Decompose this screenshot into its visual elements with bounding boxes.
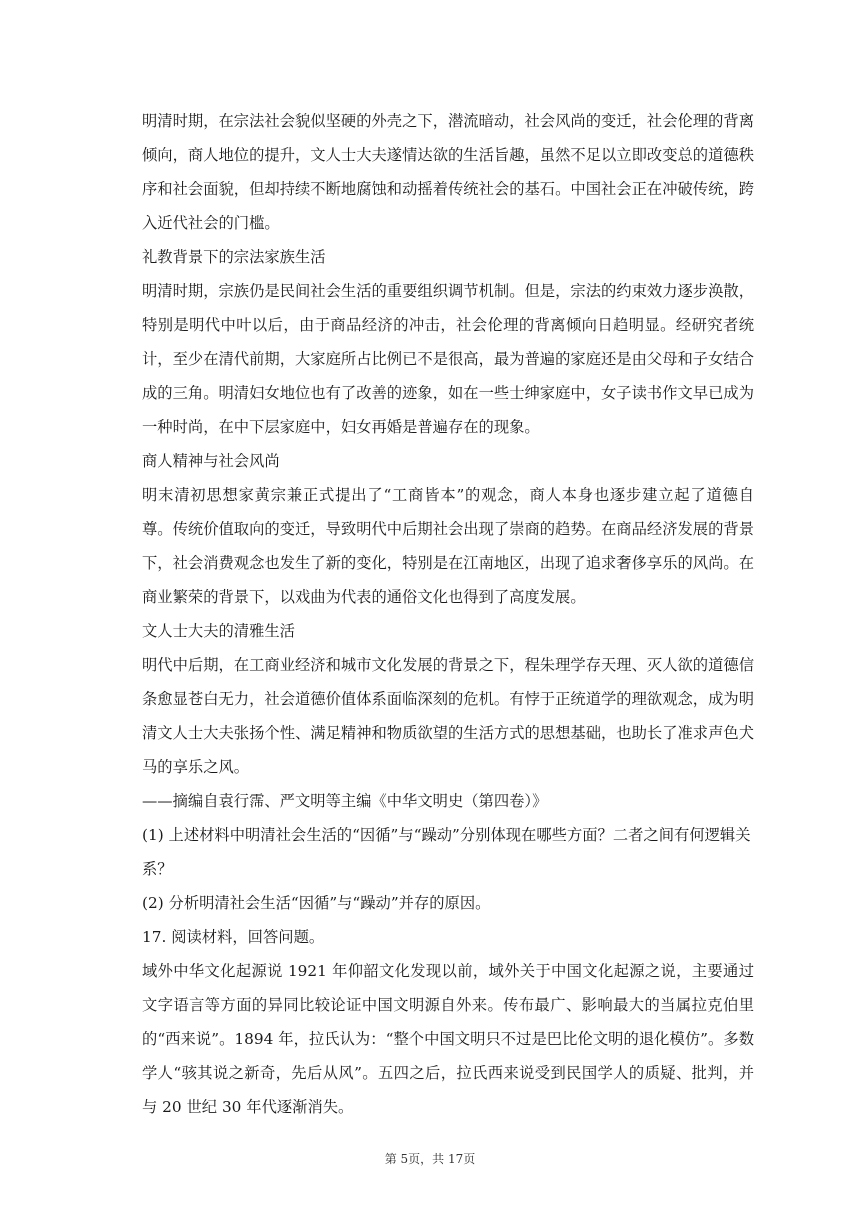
section-heading-literati-life: 文人士大夫的清雅生活 <box>142 622 295 640</box>
document-body <box>142 104 754 1124</box>
paragraph-intro: 明清时期，在宗法社会貌似坚硬的外壳之下，潜流暗动，社会风尚的变迁，社会伦理的背离倾向，商人地位的提升，文人士大夫遂情达欲的生活旨趣，虽然不足以立即改变总的道德秩序和社会面貌，但却持续不断地腐蚀和动摇着传统社会的基石。中国社会正在冲破传统，跨入近代社会的门槛。 <box>142 112 754 232</box>
question-1: (1) 上述材料中明清社会生活的“因循”与“躁动”分别体现在哪些方面？二者之间有何逻辑关系？ <box>142 826 751 878</box>
section-heading-clan-life: 礼教背景下的宗法家族生活 <box>142 248 326 266</box>
paragraph-clan-life: 明清时期，宗族仍是民间社会生活的重要组织调节机制。但是，宗法的约束效力逐步涣散，特别是明代中叶以后，由于商品经济的冲击，社会伦理的背离倾向日趋明显。经研究者统计，至少在清代前期，大家庭所占比例已不是很高，最为普遍的家庭还是由父母和子女结合成的三角。明清妇女地位也有了改善的迹象，如在一些士绅家庭中，女子读书作文早已成为一种时尚，在中下层家庭中，妇女再婚是普遍存在的现象。 <box>142 282 754 436</box>
question-2: (2) 分析明清社会生活“因循”与“躁动”并存的原因。 <box>142 894 491 912</box>
paragraph-merchant-spirit: 明末清初思想家黄宗兼正式提出了“工商皆本”的观念，商人本身也逐步建立起了道德自尊。传统价值取向的变迁，导致明代中后期社会出现了崇商的趋势。在商品经济发展的背景下，社会消费观念也发生了新的变化，特别是在江南地区，出现了追求奢侈享乐的风尚。在商业繁荣的背景下，以戏曲为代表的通俗文化也得到了高度发展。 <box>142 486 754 606</box>
paragraph-literati-life: 明代中后期，在工商业经济和城市文化发展的背景之下，程朱理学存天理、灭人欲的道德信条愈显苍白无力，社会道德价值体系面临深刻的危机。有悖于正统道学的理欲观念，成为明清文人士大夫张扬个性、满足精神和物质欲望的生活方式的思想基础，也助长了准求声色犬马的享乐之风。 <box>142 656 754 776</box>
source-citation: ——摘编自袁行霈、严文明等主编《中华文明史（第四卷）》 <box>142 792 548 810</box>
section-heading-merchant-spirit: 商人精神与社会风尚 <box>142 452 280 470</box>
paragraph-origin-theory: 域外中华文化起源说 1921 年仰韶文化发现以前，域外关于中国文化起源之说，主要通过文字语言等方面的异同比较论证中国文明源自外来。传布最广、影响最大的当属拉克伯里的“西来说”。1894 年，拉氏认为：“整个中国文明只不过是巴比伦文明的退化模仿”。多数学人“骇其说之新奇，先后从风”。五四之后，拉氏西来说受到民国学人的质疑、批判，并与 20 世纪 30 年代逐渐消失。 <box>142 962 754 1116</box>
question-17-prompt: 17. 阅读材料，回答问题。 <box>142 928 325 946</box>
page-number-footer: 第 5页，共 17页 <box>384 1152 476 1166</box>
